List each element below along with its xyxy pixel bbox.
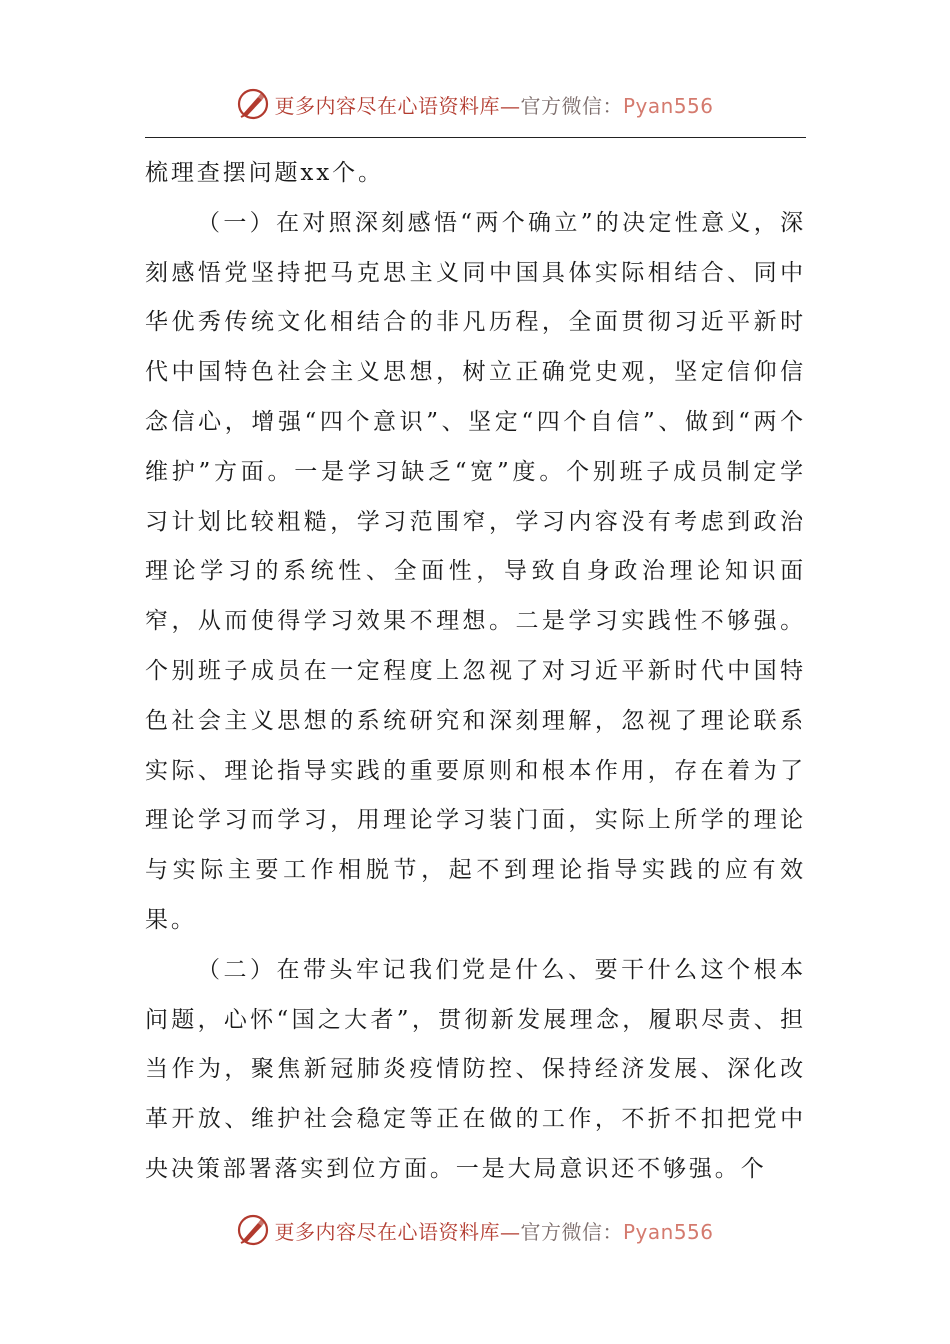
header-wechat-label: 官方微信： [520, 93, 623, 118]
header-wechat-id: Pyan556 [622, 93, 714, 118]
header-separator: — [499, 93, 521, 118]
footer-wechat-label: 官方微信： [520, 1219, 623, 1244]
footer-brand-text: 更多内容尽在心语资料库 [274, 1219, 500, 1244]
header-brand-text: 更多内容尽在心语资料库 [274, 93, 500, 118]
header-text [274, 90, 713, 119]
paragraph-section-two: （二）在带头牢记我们党是什么、要干什么这个根本问题，心怀“国之大者”，贯彻新发展理念，履职尽责、担当作为，聚焦新冠肺炎疫情防控、保持经济发展、深化改革开放、维护社会稳定等正在做的工作，不折不扣把党中央决策部署落实到位方面。一是大局意识还不够强。个 [145, 956, 806, 1182]
header-divider [145, 137, 806, 138]
footer-separator: — [499, 1219, 521, 1244]
page-header-banner [0, 84, 950, 124]
footer-wechat-id: Pyan556 [622, 1219, 714, 1244]
document-body [145, 149, 806, 1195]
footer-text [274, 1216, 713, 1245]
paragraph-section-one: （一）在对照深刻感悟“两个确立”的决定性意义，深刻感悟党坚持把马克思主义同中国具体实际相结合、同中华优秀传统文化相结合的非凡历程，全面贯彻习近平新时代中国特色社会主义思想，树立正确党史观，坚定信仰信念信心，增强“四个意识”、坚定“四个自信”、做到“两个维护”方面。一是学习缺乏“宽”度。个别班子成员制定学习计划比较粗糙，学习范围窄，学习内容没有考虑到政治理论学习的系统性、全面性，导致自身政治理论知识面窄，从而使得学习效果不理想。二是学习实践性不够强。个别班子成员在一定程度上忽视了对习近平新时代中国特色社会主义思想的系统研究和深刻理解，忽视了理论联系实际、理论指导实践的重要原则和根本作用，存在着为了理论学习而学习，用理论学习装门面，实际上所学的理论与实际主要工作相脱节，起不到理论指导实践的应有效果。 [145, 209, 806, 933]
pen-logo-icon [236, 87, 270, 121]
page-footer-banner [0, 1210, 950, 1250]
pen-logo-icon [236, 1213, 270, 1247]
paragraph-continuation: 梳理查摆问题xx个。 [145, 160, 384, 186]
